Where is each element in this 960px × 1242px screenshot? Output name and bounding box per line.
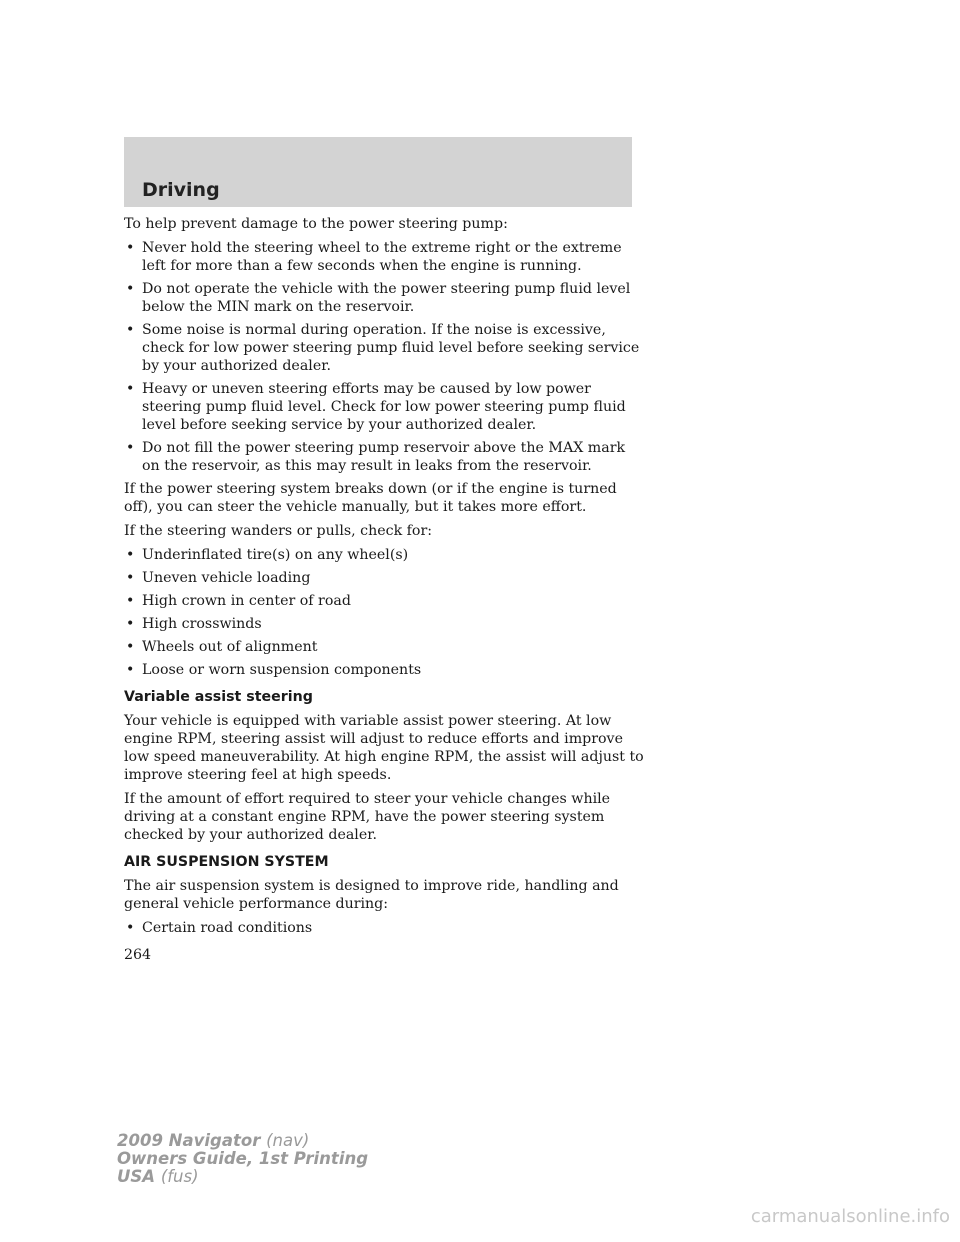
list-item: • Underinflated tire(s) on any wheel(s) [126,547,409,563]
footer-model: 2009 Navigator [117,1131,261,1150]
list-item: • Wheels out of alignment [126,639,318,655]
air-suspension-paragraph: The air suspension system is designed to improve ride, handling and general vehicle performance during: [124,878,619,912]
variable-assist-heading: Variable assist steering [124,689,313,705]
print-footer [117,1132,368,1186]
bullet-icon: • [126,920,135,936]
bullet-icon: • [126,381,135,397]
page-content [124,215,644,964]
page-number: 264 [124,947,152,963]
list-item: • Uneven vehicle loading [126,570,311,586]
section-title: Driving [142,179,220,201]
footer-edition: Owners Guide, 1st Printing [117,1149,369,1168]
variable-assist-paragraph-1: Your vehicle is equipped with variable assist power steering. At low engine RPM, steering assist will adjust to reduce efforts and improve low speed maneuverability. At high engine RPM, the assist will adjust to improve steering feel at high speeds. [124,713,644,783]
list-item: • Do not operate the vehicle with the power steering pump fluid level below the MIN mark on the reservoir. [126,281,631,315]
bullet-icon: • [126,322,135,338]
list-item: • Loose or worn suspension components [126,662,422,678]
air-suspension-heading: AIR SUSPENSION SYSTEM [124,854,329,870]
bullet-icon: • [126,240,135,256]
list-item: • Do not fill the power steering pump reservoir above the MAX mark on the reservoir, as this may result in leaks from the reservoir. [126,440,626,474]
wander-bullet-list [124,546,644,679]
list-item: • High crosswinds [126,616,262,632]
variable-assist-paragraph-2: If the amount of effort required to steer your vehicle changes while driving at a constant engine RPM, have the power steering system checked by your authorized dealer. [124,791,611,843]
watermark: carmanualsonline.info [750,1206,950,1227]
list-item: • Never hold the steering wheel to the extreme right or the extreme left for more than a few seconds when the engine is running. [126,240,622,274]
list-item: • High crown in center of road [126,593,351,609]
footer-model-code: (nav) [266,1131,310,1150]
bullet-icon: • [126,547,135,563]
bullet-icon: • [126,639,135,655]
bullet-icon: • [126,570,135,586]
footer-market-code: (fus) [160,1167,199,1186]
bullet-icon: • [126,616,135,632]
breakdown-paragraph: If the power steering system breaks down (or if the engine is turned off), you can steer the vehicle manually, but it takes more effort. [124,481,617,515]
list-item: • Some noise is normal during operation. If the noise is excessive, check for low power steering pump fluid level before seeking service by your authorized dealer. [126,322,640,374]
intro-paragraph: To help prevent damage to the power steering pump: [124,216,508,232]
footer-market: USA [117,1167,156,1186]
bullet-icon: • [126,662,135,678]
list-item: • Heavy or uneven steering efforts may be caused by low power steering pump fluid level. Check for low power steering pump fluid level before seeking service by your authorized dealer. [126,381,626,433]
air-bullet-list [124,919,644,937]
wander-intro: If the steering wanders or pulls, check for: [124,523,433,539]
bullet-icon: • [126,281,135,297]
list-item: • Certain road conditions [126,920,313,936]
pump-bullet-list [124,239,644,475]
bullet-icon: • [126,440,135,456]
section-header-band [124,137,632,207]
bullet-icon: • [126,593,135,609]
